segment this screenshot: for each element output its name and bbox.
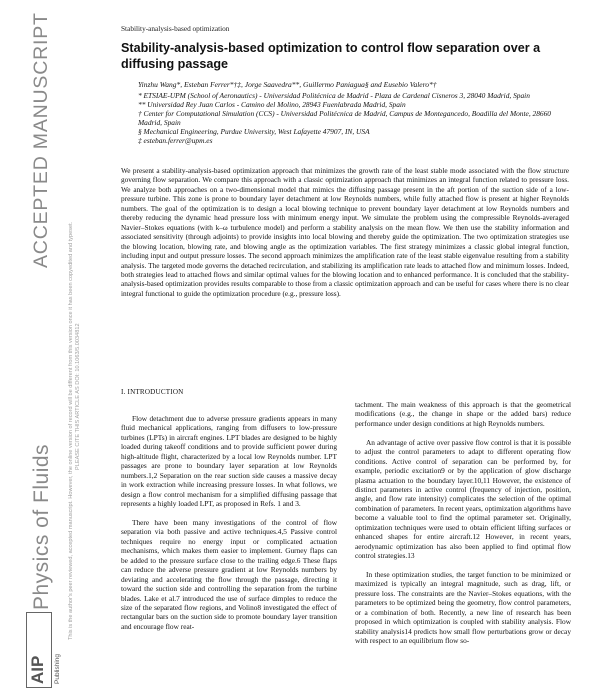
left-column xyxy=(121,414,337,641)
affiliation: † Center for Computational Simulation (CCS) - Universidad Politécnica de Madrid, Campus de Montegancedo, Boadilla del Monte, 28660 Madrid, Spain xyxy=(138,109,552,128)
section-heading: I. INTRODUCTION xyxy=(121,388,184,396)
abstract: We present a stability-analysis-based optimization approach that minimizes the growth rate of the least stable mode associated with the flow structure governing flow separation. We compare this approach with a classic optimization approach that minimizes an integral function related to pressure loss. We analyze both approaches on a two-dimensional model that mimics the diffusing passage present in the aft portion of the suction side of a low-pressure turbine. This zone is prone to boundary layer detachment at low Reynolds numbers, while fully attached flow is present at higher Reynolds numbers. The goal of the optimization is to design a local blowing technique to prevent boundary layer detachment at low Reynolds numbers and thereby reducing the dynamic head pressure loss with minimum energy input. We simulate the problem using the compressible Reynolds-averaged Navier–Stokes equations (with k–ω turbulence model) and perform a stability analysis on the mean flow. We then use the stability information and associated sensitivity (through adjoints) to provide insights into local blowing and thereby guide the optimization. The two optimization strategies use the blowing location, blowing rate, and blowing angle as the optimization variables. The first strategy minimizes a classic global integral function, including input and output pressure losses. The second approach minimizes the amplification rate of the least stable eigenvalue resulting from a stability analysis. The targeted mode governs the detached recirculation, and stabilizing its amplification rate leads to attached flow and minimum losses. Indeed, both strategies lead to attached flows and similar optimal values for the blowing location and to enhanced performance. It is concluded that the stability-analysis-based optimization provides results comparable to those from a classic optimization approach and can be useful for cases where there is no clear integral functional to guide the optimization procedure (e.g., pressure loss). xyxy=(121,166,569,298)
logo-text: AIP xyxy=(28,655,47,684)
sidebar xyxy=(0,0,81,699)
manuscript-disclaimer: This is the author's peer reviewed, accepted manuscript. However, the online version of record will be different from this version once it has been copyedited and typeset. xyxy=(68,221,74,640)
accepted-manuscript-label: ACCEPTED MANUSCRIPT xyxy=(30,12,52,268)
paragraph: Flow detachment due to adverse pressure gradients appears in many fluid mechanical applications, ranging from diffusers to low-pressure turbines (LPTs) in aircraft engines. LPT blades are designed to be highly loaded during takeoff conditions and to provide sufficient power during high-altitude flight, characterized by a local low Reynolds number. LPT passages are prone to boundary layer separation at low Reynolds numbers.1,2 Separation on the rear suction side causes a massive decay in work extraction while increasing pressure losses. In what follows, we design a flow control mechanism for a simplified diffusing passage that represents a highly loaded LPT, as proposed in Refs. 1 and 3. xyxy=(121,414,337,509)
paragraph: In these optimization studies, the target function to be minimized or maximized is typically an integral magnitude, such as drag, lift, or pressure loss. The constraints are the Navier–Stokes equations, with the parameters to be optimized being the geometry, flow control parameters, or a combination of both. Recently, a new line of research has been proposed in which optimization is coupled with stability analysis. Flow stability analysis14 predicts how small flow perturbations grow or decay with respect to an equilibrium flow so- xyxy=(355,570,571,646)
paragraph: tachment. The main weakness of this approach is that the geometrical modifications (e.g., the change in shape or the added bars) reduce performance under design conditions at high Reynolds numbers. xyxy=(355,400,571,428)
running-head: Stability-analysis-based optimization xyxy=(121,24,230,33)
affiliation: * ETSIAE-UPM (School of Aeronautics) - Universidad Politécnica de Madrid - Plaza de Cardenal Cisneros 3, 28040 Madrid, Spain xyxy=(138,91,530,100)
corresponding-email: ‡ esteban.ferrer@upm.es xyxy=(138,136,213,146)
aip-publishing-logo xyxy=(20,612,64,690)
affiliation: ** Universidad Rey Juan Carlos - Camino del Molino, 28943 Fuenlabrada Madrid, Spain xyxy=(138,100,406,110)
paper-title: Stability-analysis-based optimization to control flow separation over a diffusing passage xyxy=(121,41,541,71)
affiliations xyxy=(138,91,558,146)
affiliation: § Mechanical Engineering, Purdue University, West Lafayette 47907, IN, USA xyxy=(138,127,370,137)
logo-subtext: Publishing xyxy=(54,654,61,684)
journal-name: Physics of Fluids xyxy=(30,443,53,610)
paragraph: There have been many investigations of the control of flow separation via both passive and active techniques.4,5 Passive control techniques require no energy input or complicated actuation mechanisms, which makes them easier to implement. Gurney flaps can be added to the pressure surface close to the trailing edge.6 These flaps can reduce the adverse pressure gradient at low Reynolds numbers by deviating and accelerating the flow through the passage, directing it toward the suction side and controlling the separation from the turbine blades. Lake et al.7 introduced the use of surface dimples to reduce the size of the separated flow regions, and Volino8 investigated the effect of rectangular bars on the suction side to promote boundary layer transition and encourage flow reat- xyxy=(121,517,337,631)
author-list: Yinzhu Wang*, Esteban Ferrer*†‡, Jorge Saavedra**, Guillermo Paniagua§ and Eusebio Valero*† xyxy=(138,80,437,89)
doi-citation: PLEASE CITE THIS ARTICLE AS DOI: 10.1063/5.0034812 xyxy=(75,323,81,470)
paragraph: An advantage of active over passive flow control is that it is possible to adjust the control parameters to adapt to different operating flow conditions. Active control of separation can be performed by, for example, periodic excitation9 or by the application of glow discharge plasma actuation to the boundary layer.10,11 However, the existence of distinct parameters in active control (frequency of injection, position, angle, and flow rate intensity) complicates the selection of the optimal combination of parameters. In recent years, optimization algorithms have become a valuable tool to find the optimal parameter set. Originally, optimization techniques were used to obtain efficient lifting surfaces or enhanced shapes for entire aircraft.12 However, in recent years, aerodynamic optimization has also been applied to find optimal flow control strategies.13 xyxy=(355,437,571,561)
right-column xyxy=(355,400,571,655)
